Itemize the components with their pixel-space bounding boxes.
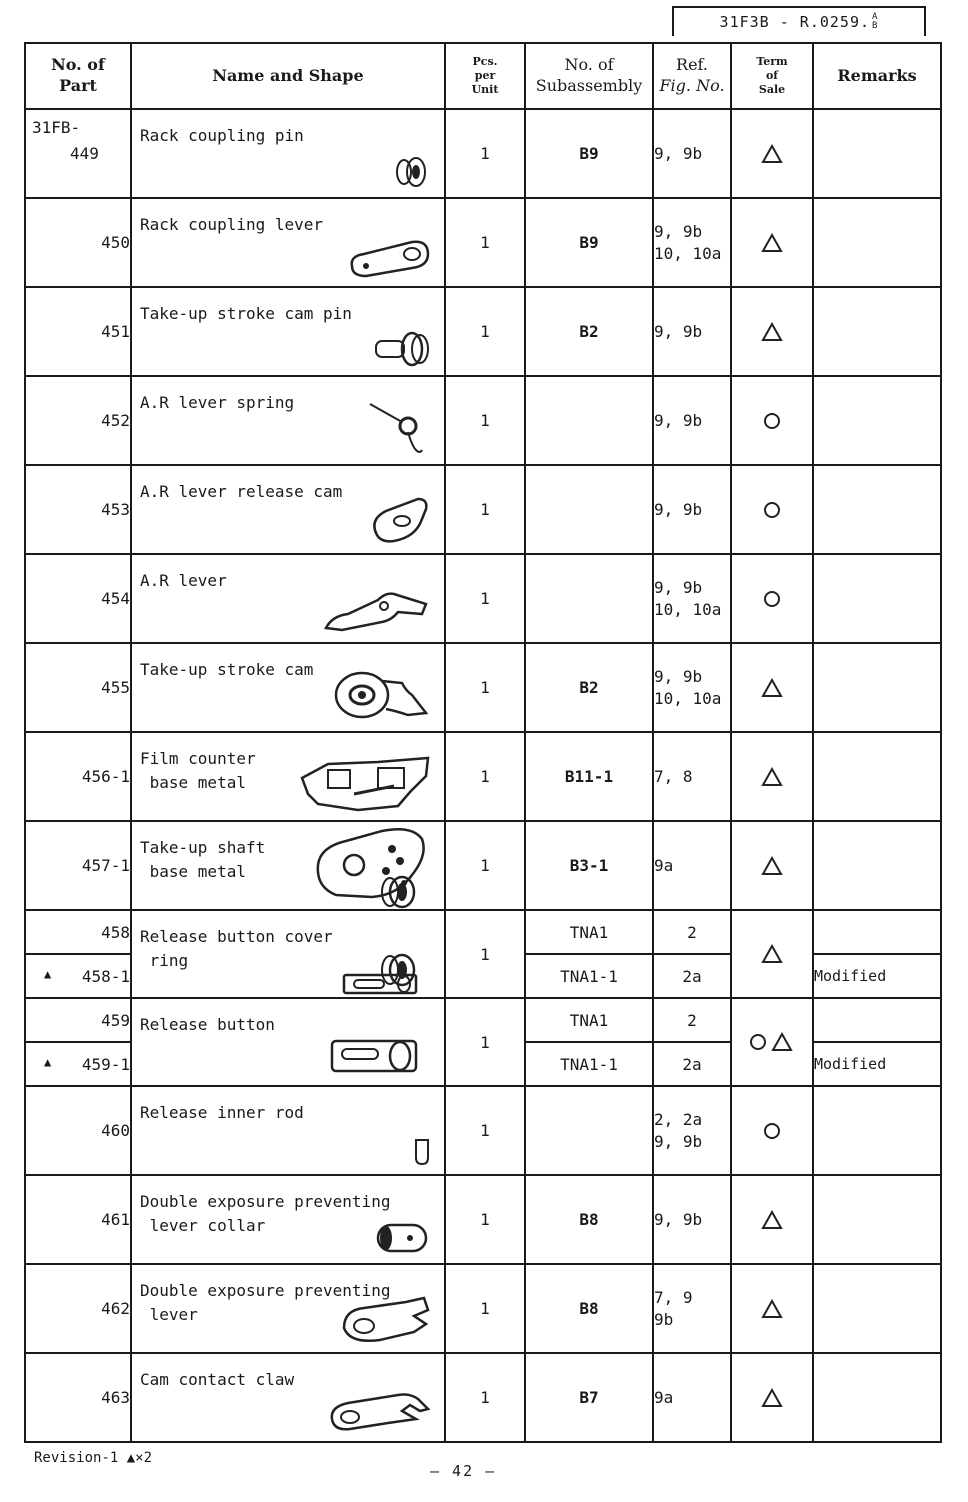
ref-fig-no: 7, 9 9b	[653, 1264, 731, 1353]
pcs-per-unit: 1	[445, 732, 525, 821]
part-name: Take-up stroke cam pin	[140, 304, 352, 323]
part-number: 453	[25, 465, 131, 554]
pcs-per-unit: 1	[445, 287, 525, 376]
table-row	[25, 465, 941, 554]
pcs-per-unit: 1	[445, 1353, 525, 1442]
remarks	[813, 1353, 941, 1442]
subassembly-no: TNA1-1	[525, 954, 653, 998]
remarks	[813, 998, 941, 1042]
part-number: 458	[25, 910, 131, 954]
col-header-pcs: Pcs. per Unit	[445, 43, 525, 109]
subassembly-no: B9	[525, 198, 653, 287]
part-name: Rack coupling lever	[140, 215, 324, 234]
part-name-shape	[131, 109, 445, 198]
part-number: 454	[25, 554, 131, 643]
table-row	[25, 198, 941, 287]
remarks	[813, 287, 941, 376]
col-header-name-shape: Name and Shape	[131, 43, 445, 109]
remarks	[813, 732, 941, 821]
term-of-sale-symbol	[731, 1086, 813, 1175]
table-row	[25, 109, 941, 198]
pcs-per-unit: 1	[445, 1175, 525, 1264]
term-of-sale-symbol	[731, 109, 813, 198]
table-row	[25, 376, 941, 465]
term-of-sale-symbol	[731, 821, 813, 910]
remarks	[813, 1175, 941, 1264]
col-header-subassembly: No. of Subassembly	[525, 43, 653, 109]
ref-fig-no: 9, 9b	[653, 1175, 731, 1264]
table-row	[25, 732, 941, 821]
remarks	[813, 109, 941, 198]
part-name-shape	[131, 998, 445, 1086]
ref-fig-no: 7, 8	[653, 732, 731, 821]
remarks	[813, 376, 941, 465]
part-name-shape	[131, 376, 445, 465]
term-of-sale-symbol	[731, 910, 813, 998]
remarks	[813, 1086, 941, 1175]
term-of-sale-symbol	[731, 1353, 813, 1442]
remarks	[813, 198, 941, 287]
part-number: 463	[25, 1353, 131, 1442]
part-name-shape	[131, 554, 445, 643]
part-name: A.R lever	[140, 571, 227, 590]
part-name-shape	[131, 1086, 445, 1175]
parts-table	[24, 42, 942, 1443]
table-row	[25, 1175, 941, 1264]
part-name: A.R lever release cam	[140, 482, 343, 501]
pcs-per-unit: 1	[445, 998, 525, 1086]
ref-fig-no: 9, 9b	[653, 465, 731, 554]
subassembly-no: B2	[525, 643, 653, 732]
subassembly-no	[525, 1086, 653, 1175]
part-name: A.R lever spring	[140, 393, 295, 412]
col-header-remarks: Remarks	[813, 43, 941, 109]
revision-note: Revision-1 ▲×2	[34, 1450, 153, 1466]
part-number: 451	[25, 287, 131, 376]
table-row	[25, 821, 941, 910]
subassembly-no: TNA1	[525, 998, 653, 1042]
pcs-per-unit: 1	[445, 376, 525, 465]
ref-fig-no: 2	[653, 910, 731, 954]
subassembly-no: B7	[525, 1353, 653, 1442]
part-name: Double exposure preventing lever collar	[140, 1192, 391, 1235]
ref-fig-no: 2a	[653, 954, 731, 998]
term-of-sale-symbol	[731, 1175, 813, 1264]
term-of-sale-symbol	[731, 1264, 813, 1353]
part-number: 459	[25, 998, 131, 1042]
ref-fig-no: 2	[653, 998, 731, 1042]
ref-fig-no: 9, 9b	[653, 376, 731, 465]
term-of-sale-symbol	[731, 465, 813, 554]
part-number-modified: ▲ 458-1	[25, 954, 131, 998]
remarks	[813, 643, 941, 732]
part-name: Release button cover ring	[140, 927, 333, 970]
pcs-per-unit: 1	[445, 643, 525, 732]
ref-fig-no: 9, 9b 10, 10a	[653, 198, 731, 287]
subassembly-no: TNA1-1	[525, 1042, 653, 1086]
subassembly-no: B8	[525, 1175, 653, 1264]
table-row	[25, 910, 941, 954]
part-name-shape	[131, 1353, 445, 1442]
subassembly-no: B11-1	[525, 732, 653, 821]
part-name-shape	[131, 732, 445, 821]
part-number: 457-1	[25, 821, 131, 910]
part-name: Take-up stroke cam	[140, 660, 314, 679]
term-of-sale-symbol	[731, 287, 813, 376]
part-number: 462	[25, 1264, 131, 1353]
table-row	[25, 1353, 941, 1442]
pcs-per-unit: 1	[445, 198, 525, 287]
pcs-per-unit: 1	[445, 465, 525, 554]
part-number: 450	[25, 198, 131, 287]
part-name: Release button	[140, 1015, 275, 1034]
part-name-shape	[131, 1175, 445, 1264]
term-of-sale-symbol	[731, 198, 813, 287]
table-row	[25, 1086, 941, 1175]
col-header-ref-fig: Ref. Fig. No.	[653, 43, 731, 109]
document-reference-suffix: A B	[872, 12, 879, 31]
remarks	[813, 910, 941, 954]
revision-mark: ▲	[44, 966, 52, 981]
page-number: — 42 —	[430, 1462, 497, 1480]
subassembly-no	[525, 376, 653, 465]
pcs-per-unit: 1	[445, 1264, 525, 1353]
part-number: 31FB- 449	[25, 109, 131, 198]
pcs-per-unit: 1	[445, 910, 525, 998]
table-row	[25, 287, 941, 376]
subassembly-no: B8	[525, 1264, 653, 1353]
ref-fig-no: 9, 9b 10, 10a	[653, 554, 731, 643]
part-name: Double exposure preventing lever	[140, 1281, 391, 1324]
document-reference-box	[672, 6, 926, 36]
subassembly-no: TNA1	[525, 910, 653, 954]
part-number: 452	[25, 376, 131, 465]
ref-fig-no: 9, 9b 10, 10a	[653, 643, 731, 732]
part-name: Cam contact claw	[140, 1370, 295, 1389]
remarks: Modified	[813, 954, 941, 998]
remarks	[813, 554, 941, 643]
part-number: 456-1	[25, 732, 131, 821]
remarks: Modified	[813, 1042, 941, 1086]
table-row	[25, 643, 941, 732]
table-header-row	[25, 43, 941, 109]
remarks	[813, 821, 941, 910]
pcs-per-unit: 1	[445, 1086, 525, 1175]
part-name: Film counter base metal	[140, 749, 256, 792]
part-name: Release inner rod	[140, 1103, 304, 1122]
remarks	[813, 1264, 941, 1353]
pcs-per-unit: 1	[445, 554, 525, 643]
term-of-sale-symbol	[731, 376, 813, 465]
ref-fig-no: 2, 2a 9, 9b	[653, 1086, 731, 1175]
table-row	[25, 554, 941, 643]
part-number: 461	[25, 1175, 131, 1264]
remarks	[813, 465, 941, 554]
table-row	[25, 998, 941, 1042]
ref-fig-no: 2a	[653, 1042, 731, 1086]
ref-fig-no: 9a	[653, 1353, 731, 1442]
part-name-shape	[131, 465, 445, 554]
pcs-per-unit: 1	[445, 109, 525, 198]
col-header-part-no: No. of Part	[25, 43, 131, 109]
pcs-per-unit: 1	[445, 821, 525, 910]
term-of-sale-symbol	[731, 732, 813, 821]
revision-mark: ▲	[44, 1054, 52, 1069]
subassembly-no	[525, 465, 653, 554]
term-of-sale-symbol	[731, 998, 813, 1086]
table-row	[25, 1264, 941, 1353]
part-name: Take-up shaft base metal	[140, 838, 266, 881]
subassembly-no: B2	[525, 287, 653, 376]
part-name-shape	[131, 1264, 445, 1353]
term-of-sale-symbol	[731, 554, 813, 643]
part-name-shape	[131, 643, 445, 732]
col-header-term-of-sale: Term of Sale	[731, 43, 813, 109]
part-number: 460	[25, 1086, 131, 1175]
ref-fig-no: 9a	[653, 821, 731, 910]
part-name: Rack coupling pin	[140, 126, 304, 145]
ref-fig-no: 9, 9b	[653, 109, 731, 198]
subassembly-no: B3-1	[525, 821, 653, 910]
part-number-modified: ▲ 459-1	[25, 1042, 131, 1086]
ref-fig-no: 9, 9b	[653, 287, 731, 376]
part-name-shape	[131, 198, 445, 287]
subassembly-no: B9	[525, 109, 653, 198]
part-number: 455	[25, 643, 131, 732]
subassembly-no	[525, 554, 653, 643]
document-reference: 31F3B - R.0259.	[719, 13, 871, 31]
term-of-sale-symbol	[731, 643, 813, 732]
part-name-shape	[131, 287, 445, 376]
